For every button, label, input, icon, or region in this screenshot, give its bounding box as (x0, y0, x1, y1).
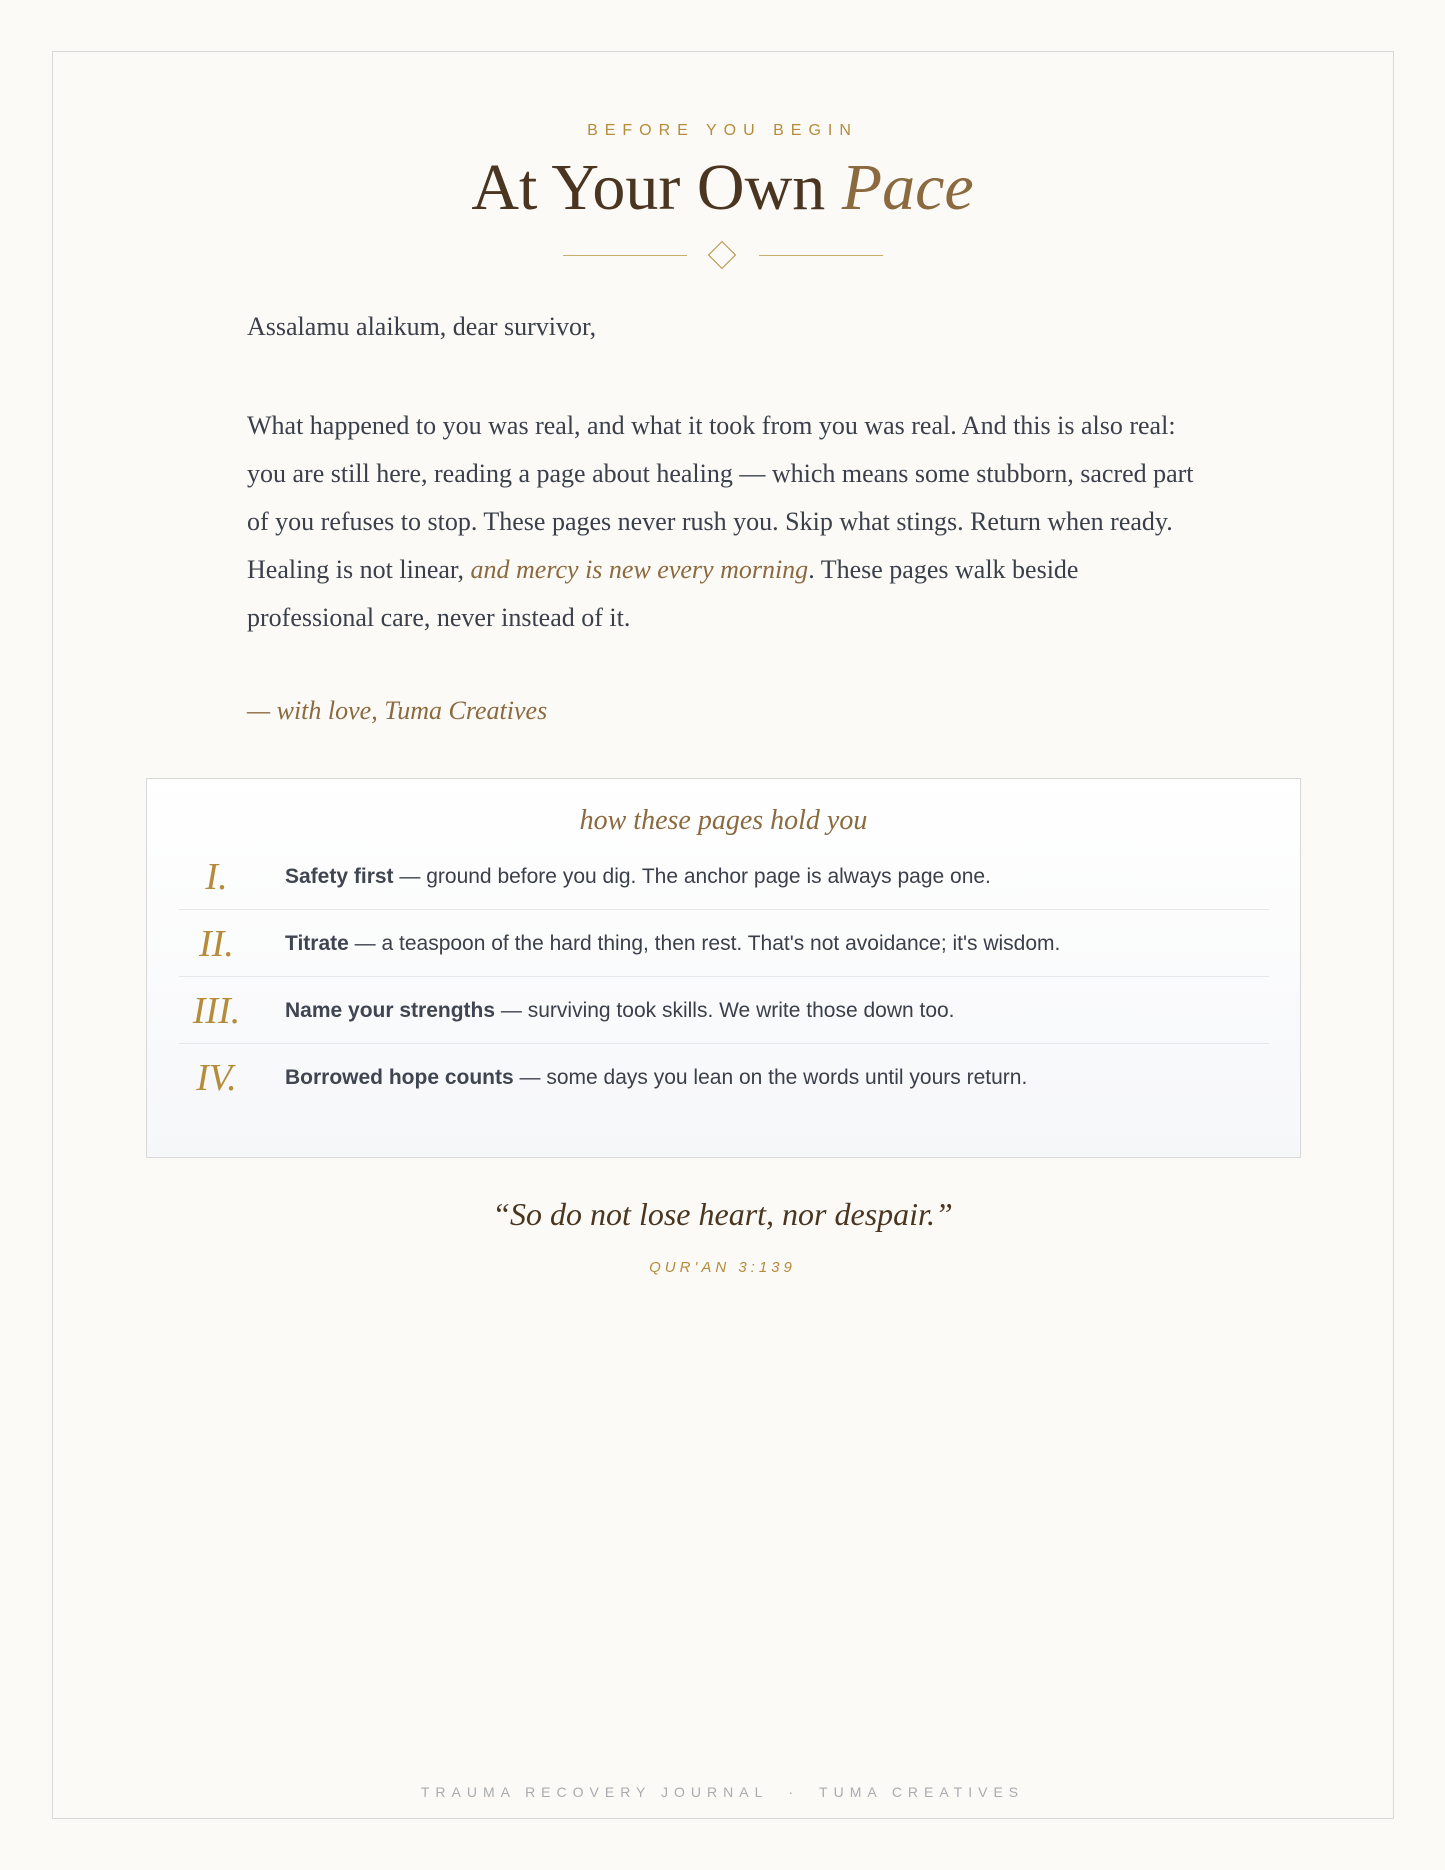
principles-heading: how these pages hold you (579, 805, 868, 836)
letter-body-part-1: What happened to you was real, and what it took from you was real. And this is also real: you are still here, reading a page about healing — which means some stubborn, sacred part of you refuses to stop. These pages never rush you. Skip what stings. Return when ready. Healing is not linear, (247, 411, 1194, 584)
principle-description: — some days you lean on the words until yours return. (513, 1066, 1028, 1089)
principle-label: Name your strengths (285, 999, 496, 1022)
divider-line-left (563, 255, 687, 256)
letter-greeting: Assalamu alaikum, dear survivor, (247, 312, 597, 341)
principle-description: — surviving took skills. We write those down too. (495, 999, 955, 1022)
page-footer (0, 1784, 1445, 1800)
eyebrow-label: BEFORE YOU BEGIN (587, 122, 858, 139)
page-title (0, 150, 1445, 226)
principle-description: — ground before you dig. The anchor page is always page one. (393, 865, 991, 888)
letter-signoff: — with love, Tuma Creatives (247, 696, 548, 725)
verse-quote: “So do not lose heart, nor despair.” (492, 1196, 953, 1232)
principles-box (146, 778, 1301, 1158)
principle-item (179, 1045, 1269, 1111)
principle-text (285, 911, 1060, 977)
principle-numeral: II. (199, 923, 234, 965)
principle-item (179, 844, 1269, 910)
page-title-main: At Your Own (471, 151, 826, 224)
verse-citation: QUR'AN 3:139 (649, 1259, 796, 1276)
divider-line-right (759, 255, 883, 256)
footer-separator: · (788, 1784, 800, 1800)
letter-body-emphasis: and mercy is new every morning (470, 555, 809, 584)
principle-text (285, 1045, 1027, 1111)
diamond-icon (708, 241, 736, 269)
principle-label: Titrate (285, 932, 349, 955)
footer-journal-name: TRAUMA RECOVERY JOURNAL (420, 1784, 769, 1800)
principle-item (179, 911, 1269, 977)
principle-numeral: I. (205, 856, 228, 898)
footer-brand-name: TUMA CREATIVES (819, 1784, 1025, 1800)
principle-numeral: III. (192, 990, 241, 1032)
ornament-divider (563, 240, 883, 272)
principle-label: Safety first (285, 865, 394, 888)
letter-body (247, 402, 1207, 642)
principle-text (285, 844, 991, 910)
letter-body-part-2: . These pages walk beside professional care, never instead of it. (247, 555, 1079, 632)
principle-description: — a teaspoon of the hard thing, then rest. That's not avoidance; it's wisdom. (348, 932, 1061, 955)
principle-item (179, 978, 1269, 1044)
principle-text (285, 978, 955, 1044)
page-title-accent: Pace (841, 151, 974, 224)
principle-numeral: IV. (196, 1057, 237, 1099)
principle-label: Borrowed hope counts (285, 1066, 514, 1089)
